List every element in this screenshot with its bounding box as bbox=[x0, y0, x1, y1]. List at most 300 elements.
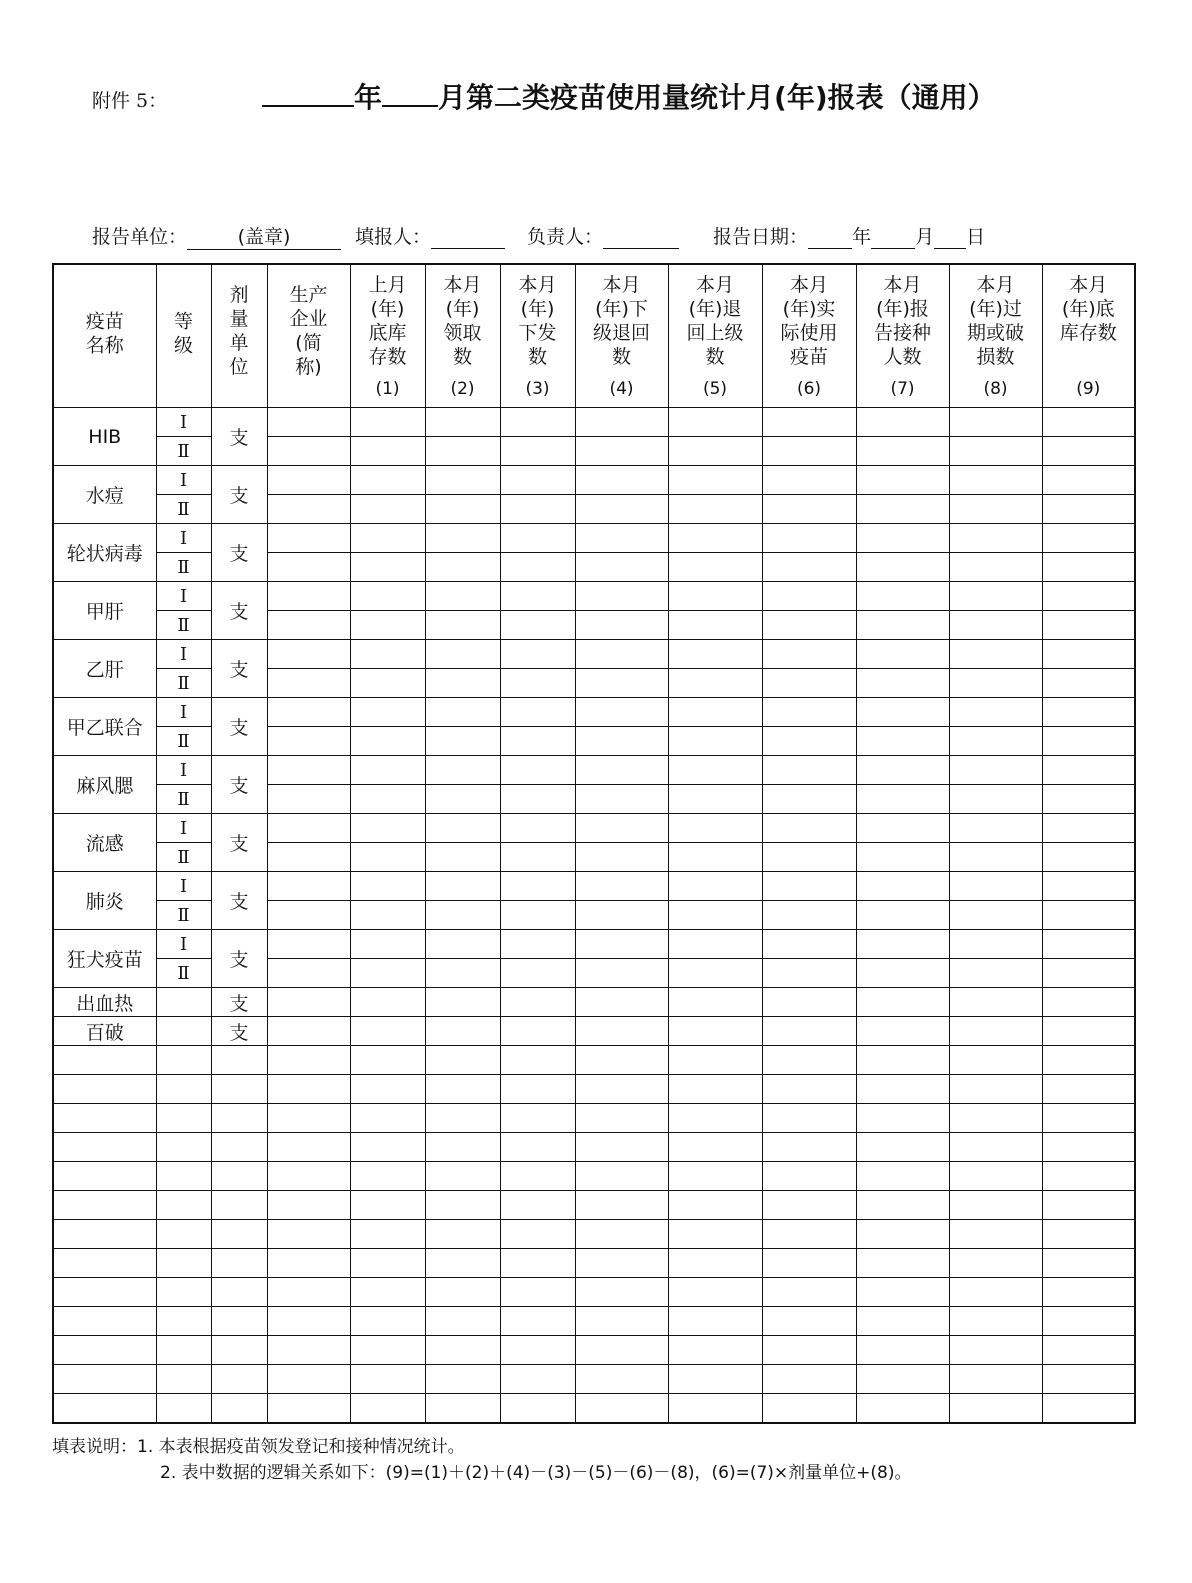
data-cell[interactable] bbox=[762, 582, 856, 611]
data-cell[interactable] bbox=[267, 1075, 350, 1104]
title-month-blank[interactable] bbox=[382, 81, 438, 107]
data-cell[interactable] bbox=[949, 553, 1042, 582]
data-cell[interactable] bbox=[949, 1075, 1042, 1104]
data-cell[interactable] bbox=[856, 1394, 949, 1424]
data-cell[interactable] bbox=[668, 1133, 762, 1162]
data-cell[interactable] bbox=[575, 727, 668, 756]
data-cell[interactable] bbox=[668, 930, 762, 959]
filler-field[interactable] bbox=[431, 226, 505, 249]
data-cell[interactable] bbox=[1042, 930, 1135, 959]
data-cell[interactable] bbox=[762, 901, 856, 930]
data-cell[interactable] bbox=[575, 698, 668, 727]
owner-field[interactable] bbox=[603, 226, 679, 249]
data-cell[interactable] bbox=[668, 582, 762, 611]
data-cell[interactable] bbox=[156, 1336, 211, 1365]
data-cell[interactable] bbox=[856, 1104, 949, 1133]
unit-field[interactable] bbox=[187, 222, 341, 250]
data-cell[interactable] bbox=[156, 1046, 211, 1075]
data-cell[interactable] bbox=[762, 1394, 856, 1424]
data-cell[interactable] bbox=[668, 1104, 762, 1133]
data-cell[interactable] bbox=[425, 553, 500, 582]
data-cell[interactable] bbox=[575, 1162, 668, 1191]
data-cell[interactable] bbox=[267, 582, 350, 611]
data-cell[interactable] bbox=[668, 843, 762, 872]
data-cell[interactable] bbox=[425, 988, 500, 1017]
data-cell[interactable] bbox=[668, 1017, 762, 1046]
data-cell[interactable] bbox=[350, 727, 425, 756]
data-cell[interactable] bbox=[425, 1220, 500, 1249]
data-cell[interactable] bbox=[575, 901, 668, 930]
data-cell[interactable] bbox=[267, 1046, 350, 1075]
data-cell[interactable] bbox=[949, 1220, 1042, 1249]
data-cell[interactable] bbox=[575, 437, 668, 466]
data-cell[interactable] bbox=[1042, 872, 1135, 901]
data-cell[interactable] bbox=[762, 988, 856, 1017]
data-cell[interactable] bbox=[856, 640, 949, 669]
data-cell[interactable] bbox=[425, 901, 500, 930]
data-cell[interactable] bbox=[856, 785, 949, 814]
data-cell[interactable] bbox=[53, 1365, 156, 1394]
data-cell[interactable] bbox=[350, 1017, 425, 1046]
data-cell[interactable] bbox=[350, 872, 425, 901]
data-cell[interactable] bbox=[53, 1162, 156, 1191]
data-cell[interactable] bbox=[211, 1191, 267, 1220]
data-cell[interactable] bbox=[267, 785, 350, 814]
data-cell[interactable] bbox=[575, 1046, 668, 1075]
data-cell[interactable] bbox=[762, 1017, 856, 1046]
data-cell[interactable] bbox=[500, 640, 575, 669]
data-cell[interactable] bbox=[267, 698, 350, 727]
data-cell[interactable] bbox=[762, 1162, 856, 1191]
data-cell[interactable] bbox=[762, 1220, 856, 1249]
data-cell[interactable] bbox=[267, 669, 350, 698]
data-cell[interactable] bbox=[762, 466, 856, 495]
data-cell[interactable] bbox=[762, 524, 856, 553]
data-cell[interactable] bbox=[211, 1278, 267, 1307]
data-cell[interactable] bbox=[267, 640, 350, 669]
data-cell[interactable] bbox=[1042, 785, 1135, 814]
data-cell[interactable] bbox=[350, 1336, 425, 1365]
data-cell[interactable] bbox=[500, 843, 575, 872]
data-cell[interactable] bbox=[575, 669, 668, 698]
data-cell[interactable] bbox=[267, 901, 350, 930]
data-cell[interactable] bbox=[668, 1249, 762, 1278]
data-cell[interactable] bbox=[1042, 1133, 1135, 1162]
data-cell[interactable] bbox=[856, 756, 949, 785]
data-cell[interactable] bbox=[211, 1307, 267, 1336]
data-cell[interactable] bbox=[350, 1365, 425, 1394]
data-cell[interactable] bbox=[949, 698, 1042, 727]
data-cell[interactable] bbox=[575, 611, 668, 640]
data-cell[interactable] bbox=[575, 1104, 668, 1133]
data-cell[interactable] bbox=[425, 640, 500, 669]
data-cell[interactable] bbox=[1042, 814, 1135, 843]
data-cell[interactable] bbox=[156, 1075, 211, 1104]
data-cell[interactable] bbox=[575, 1133, 668, 1162]
data-cell[interactable] bbox=[668, 727, 762, 756]
data-cell[interactable] bbox=[267, 727, 350, 756]
title-year-blank[interactable] bbox=[262, 81, 354, 107]
data-cell[interactable] bbox=[1042, 524, 1135, 553]
data-cell[interactable] bbox=[856, 1220, 949, 1249]
data-cell[interactable] bbox=[425, 669, 500, 698]
data-cell[interactable] bbox=[949, 1394, 1042, 1424]
data-cell[interactable] bbox=[500, 1249, 575, 1278]
data-cell[interactable] bbox=[1042, 1104, 1135, 1133]
data-cell[interactable] bbox=[267, 1104, 350, 1133]
data-cell[interactable] bbox=[500, 1336, 575, 1365]
data-cell[interactable] bbox=[856, 1046, 949, 1075]
data-cell[interactable] bbox=[350, 437, 425, 466]
grade-cell[interactable] bbox=[156, 988, 211, 1017]
data-cell[interactable] bbox=[53, 1249, 156, 1278]
data-cell[interactable] bbox=[1042, 988, 1135, 1017]
data-cell[interactable] bbox=[949, 495, 1042, 524]
data-cell[interactable] bbox=[1042, 437, 1135, 466]
data-cell[interactable] bbox=[762, 1365, 856, 1394]
data-cell[interactable] bbox=[267, 408, 350, 437]
data-cell[interactable] bbox=[425, 1075, 500, 1104]
data-cell[interactable] bbox=[425, 611, 500, 640]
data-cell[interactable] bbox=[762, 553, 856, 582]
data-cell[interactable] bbox=[762, 640, 856, 669]
data-cell[interactable] bbox=[500, 785, 575, 814]
data-cell[interactable] bbox=[350, 843, 425, 872]
date-month-field[interactable] bbox=[871, 226, 915, 249]
data-cell[interactable] bbox=[575, 1307, 668, 1336]
data-cell[interactable] bbox=[267, 756, 350, 785]
data-cell[interactable] bbox=[156, 1220, 211, 1249]
data-cell[interactable] bbox=[53, 1278, 156, 1307]
data-cell[interactable] bbox=[425, 1365, 500, 1394]
data-cell[interactable] bbox=[949, 1191, 1042, 1220]
grade-cell[interactable] bbox=[156, 1017, 211, 1046]
data-cell[interactable] bbox=[668, 1336, 762, 1365]
data-cell[interactable] bbox=[762, 611, 856, 640]
data-cell[interactable] bbox=[668, 553, 762, 582]
data-cell[interactable] bbox=[762, 1104, 856, 1133]
data-cell[interactable] bbox=[500, 959, 575, 988]
data-cell[interactable] bbox=[668, 466, 762, 495]
data-cell[interactable] bbox=[856, 930, 949, 959]
data-cell[interactable] bbox=[856, 1249, 949, 1278]
data-cell[interactable] bbox=[856, 901, 949, 930]
data-cell[interactable] bbox=[575, 466, 668, 495]
data-cell[interactable] bbox=[425, 1336, 500, 1365]
data-cell[interactable] bbox=[762, 1046, 856, 1075]
data-cell[interactable] bbox=[53, 1394, 156, 1424]
data-cell[interactable] bbox=[267, 466, 350, 495]
data-cell[interactable] bbox=[1042, 611, 1135, 640]
data-cell[interactable] bbox=[1042, 1249, 1135, 1278]
data-cell[interactable] bbox=[425, 1278, 500, 1307]
data-cell[interactable] bbox=[668, 1307, 762, 1336]
data-cell[interactable] bbox=[500, 1133, 575, 1162]
data-cell[interactable] bbox=[425, 930, 500, 959]
data-cell[interactable] bbox=[425, 872, 500, 901]
data-cell[interactable] bbox=[425, 582, 500, 611]
data-cell[interactable] bbox=[350, 611, 425, 640]
data-cell[interactable] bbox=[1042, 466, 1135, 495]
data-cell[interactable] bbox=[949, 988, 1042, 1017]
data-cell[interactable] bbox=[668, 814, 762, 843]
data-cell[interactable] bbox=[1042, 1307, 1135, 1336]
data-cell[interactable] bbox=[350, 698, 425, 727]
data-cell[interactable] bbox=[575, 408, 668, 437]
data-cell[interactable] bbox=[575, 1278, 668, 1307]
data-cell[interactable] bbox=[949, 814, 1042, 843]
data-cell[interactable] bbox=[350, 669, 425, 698]
data-cell[interactable] bbox=[856, 959, 949, 988]
data-cell[interactable] bbox=[668, 669, 762, 698]
data-cell[interactable] bbox=[425, 495, 500, 524]
data-cell[interactable] bbox=[500, 1278, 575, 1307]
data-cell[interactable] bbox=[949, 1162, 1042, 1191]
data-cell[interactable] bbox=[856, 437, 949, 466]
data-cell[interactable] bbox=[500, 1307, 575, 1336]
data-cell[interactable] bbox=[500, 988, 575, 1017]
data-cell[interactable] bbox=[949, 930, 1042, 959]
data-cell[interactable] bbox=[856, 1365, 949, 1394]
data-cell[interactable] bbox=[575, 988, 668, 1017]
data-cell[interactable] bbox=[856, 698, 949, 727]
data-cell[interactable] bbox=[500, 1394, 575, 1424]
data-cell[interactable] bbox=[668, 1394, 762, 1424]
data-cell[interactable] bbox=[267, 843, 350, 872]
data-cell[interactable] bbox=[856, 1162, 949, 1191]
data-cell[interactable] bbox=[949, 872, 1042, 901]
data-cell[interactable] bbox=[762, 495, 856, 524]
data-cell[interactable] bbox=[949, 1133, 1042, 1162]
data-cell[interactable] bbox=[425, 1191, 500, 1220]
data-cell[interactable] bbox=[267, 1307, 350, 1336]
data-cell[interactable] bbox=[762, 408, 856, 437]
data-cell[interactable] bbox=[350, 1220, 425, 1249]
data-cell[interactable] bbox=[350, 495, 425, 524]
data-cell[interactable] bbox=[856, 872, 949, 901]
data-cell[interactable] bbox=[856, 1278, 949, 1307]
data-cell[interactable] bbox=[500, 1017, 575, 1046]
data-cell[interactable] bbox=[949, 466, 1042, 495]
data-cell[interactable] bbox=[668, 988, 762, 1017]
data-cell[interactable] bbox=[350, 1133, 425, 1162]
data-cell[interactable] bbox=[267, 1220, 350, 1249]
data-cell[interactable] bbox=[350, 640, 425, 669]
data-cell[interactable] bbox=[856, 466, 949, 495]
data-cell[interactable] bbox=[575, 1394, 668, 1424]
data-cell[interactable] bbox=[350, 901, 425, 930]
data-cell[interactable] bbox=[668, 1075, 762, 1104]
data-cell[interactable] bbox=[211, 1394, 267, 1424]
data-cell[interactable] bbox=[53, 1075, 156, 1104]
data-cell[interactable] bbox=[1042, 727, 1135, 756]
data-cell[interactable] bbox=[1042, 408, 1135, 437]
data-cell[interactable] bbox=[211, 1104, 267, 1133]
data-cell[interactable] bbox=[267, 814, 350, 843]
data-cell[interactable] bbox=[575, 553, 668, 582]
date-year-field[interactable] bbox=[808, 226, 852, 249]
data-cell[interactable] bbox=[500, 466, 575, 495]
data-cell[interactable] bbox=[500, 901, 575, 930]
data-cell[interactable] bbox=[156, 1162, 211, 1191]
data-cell[interactable] bbox=[762, 843, 856, 872]
data-cell[interactable] bbox=[350, 1162, 425, 1191]
data-cell[interactable] bbox=[211, 1336, 267, 1365]
data-cell[interactable] bbox=[856, 727, 949, 756]
data-cell[interactable] bbox=[500, 1365, 575, 1394]
data-cell[interactable] bbox=[211, 1365, 267, 1394]
data-cell[interactable] bbox=[156, 1307, 211, 1336]
data-cell[interactable] bbox=[350, 1249, 425, 1278]
data-cell[interactable] bbox=[267, 1394, 350, 1424]
data-cell[interactable] bbox=[350, 1046, 425, 1075]
data-cell[interactable] bbox=[425, 524, 500, 553]
data-cell[interactable] bbox=[53, 1336, 156, 1365]
data-cell[interactable] bbox=[856, 582, 949, 611]
data-cell[interactable] bbox=[500, 698, 575, 727]
data-cell[interactable] bbox=[156, 1104, 211, 1133]
data-cell[interactable] bbox=[500, 408, 575, 437]
data-cell[interactable] bbox=[949, 1104, 1042, 1133]
data-cell[interactable] bbox=[425, 959, 500, 988]
data-cell[interactable] bbox=[575, 843, 668, 872]
data-cell[interactable] bbox=[211, 1133, 267, 1162]
data-cell[interactable] bbox=[762, 959, 856, 988]
data-cell[interactable] bbox=[350, 1394, 425, 1424]
data-cell[interactable] bbox=[668, 437, 762, 466]
data-cell[interactable] bbox=[949, 437, 1042, 466]
data-cell[interactable] bbox=[350, 408, 425, 437]
data-cell[interactable] bbox=[949, 408, 1042, 437]
data-cell[interactable] bbox=[350, 1307, 425, 1336]
data-cell[interactable] bbox=[762, 785, 856, 814]
data-cell[interactable] bbox=[762, 814, 856, 843]
data-cell[interactable] bbox=[949, 524, 1042, 553]
data-cell[interactable] bbox=[267, 959, 350, 988]
data-cell[interactable] bbox=[1042, 1220, 1135, 1249]
data-cell[interactable] bbox=[500, 1162, 575, 1191]
data-cell[interactable] bbox=[500, 524, 575, 553]
data-cell[interactable] bbox=[425, 1133, 500, 1162]
data-cell[interactable] bbox=[350, 756, 425, 785]
data-cell[interactable] bbox=[949, 901, 1042, 930]
data-cell[interactable] bbox=[211, 1162, 267, 1191]
data-cell[interactable] bbox=[267, 1365, 350, 1394]
data-cell[interactable] bbox=[668, 1220, 762, 1249]
data-cell[interactable] bbox=[1042, 1046, 1135, 1075]
data-cell[interactable] bbox=[425, 408, 500, 437]
data-cell[interactable] bbox=[425, 814, 500, 843]
data-cell[interactable] bbox=[575, 1075, 668, 1104]
data-cell[interactable] bbox=[575, 756, 668, 785]
data-cell[interactable] bbox=[762, 1249, 856, 1278]
data-cell[interactable] bbox=[1042, 698, 1135, 727]
data-cell[interactable] bbox=[668, 1278, 762, 1307]
data-cell[interactable] bbox=[267, 1017, 350, 1046]
data-cell[interactable] bbox=[856, 1133, 949, 1162]
data-cell[interactable] bbox=[668, 785, 762, 814]
data-cell[interactable] bbox=[1042, 640, 1135, 669]
data-cell[interactable] bbox=[53, 1046, 156, 1075]
data-cell[interactable] bbox=[668, 698, 762, 727]
data-cell[interactable] bbox=[856, 843, 949, 872]
data-cell[interactable] bbox=[856, 814, 949, 843]
data-cell[interactable] bbox=[575, 1336, 668, 1365]
data-cell[interactable] bbox=[1042, 1191, 1135, 1220]
data-cell[interactable] bbox=[762, 437, 856, 466]
data-cell[interactable] bbox=[949, 582, 1042, 611]
data-cell[interactable] bbox=[575, 1220, 668, 1249]
data-cell[interactable] bbox=[949, 611, 1042, 640]
data-cell[interactable] bbox=[267, 1133, 350, 1162]
data-cell[interactable] bbox=[668, 901, 762, 930]
data-cell[interactable] bbox=[762, 727, 856, 756]
data-cell[interactable] bbox=[668, 611, 762, 640]
data-cell[interactable] bbox=[762, 1336, 856, 1365]
data-cell[interactable] bbox=[575, 785, 668, 814]
data-cell[interactable] bbox=[211, 1046, 267, 1075]
data-cell[interactable] bbox=[1042, 843, 1135, 872]
data-cell[interactable] bbox=[350, 988, 425, 1017]
data-cell[interactable] bbox=[500, 553, 575, 582]
data-cell[interactable] bbox=[575, 1191, 668, 1220]
data-cell[interactable] bbox=[668, 1162, 762, 1191]
data-cell[interactable] bbox=[856, 408, 949, 437]
data-cell[interactable] bbox=[267, 437, 350, 466]
data-cell[interactable] bbox=[350, 959, 425, 988]
data-cell[interactable] bbox=[668, 1365, 762, 1394]
data-cell[interactable] bbox=[762, 1307, 856, 1336]
data-cell[interactable] bbox=[668, 640, 762, 669]
data-cell[interactable] bbox=[949, 1046, 1042, 1075]
data-cell[interactable] bbox=[500, 437, 575, 466]
data-cell[interactable] bbox=[350, 524, 425, 553]
data-cell[interactable] bbox=[500, 611, 575, 640]
data-cell[interactable] bbox=[156, 1191, 211, 1220]
data-cell[interactable] bbox=[500, 1104, 575, 1133]
data-cell[interactable] bbox=[1042, 1394, 1135, 1424]
data-cell[interactable] bbox=[575, 640, 668, 669]
data-cell[interactable] bbox=[949, 843, 1042, 872]
data-cell[interactable] bbox=[156, 1394, 211, 1424]
data-cell[interactable] bbox=[856, 553, 949, 582]
data-cell[interactable] bbox=[267, 1191, 350, 1220]
data-cell[interactable] bbox=[350, 1191, 425, 1220]
data-cell[interactable] bbox=[350, 785, 425, 814]
data-cell[interactable] bbox=[949, 640, 1042, 669]
data-cell[interactable] bbox=[1042, 582, 1135, 611]
date-day-field[interactable] bbox=[934, 226, 966, 249]
data-cell[interactable] bbox=[425, 1162, 500, 1191]
data-cell[interactable] bbox=[1042, 1336, 1135, 1365]
data-cell[interactable] bbox=[53, 1220, 156, 1249]
data-cell[interactable] bbox=[668, 524, 762, 553]
data-cell[interactable] bbox=[425, 437, 500, 466]
data-cell[interactable] bbox=[1042, 756, 1135, 785]
data-cell[interactable] bbox=[949, 785, 1042, 814]
data-cell[interactable] bbox=[949, 959, 1042, 988]
data-cell[interactable] bbox=[856, 669, 949, 698]
data-cell[interactable] bbox=[762, 1191, 856, 1220]
data-cell[interactable] bbox=[575, 1249, 668, 1278]
data-cell[interactable] bbox=[425, 1046, 500, 1075]
data-cell[interactable] bbox=[425, 698, 500, 727]
data-cell[interactable] bbox=[949, 1278, 1042, 1307]
data-cell[interactable] bbox=[500, 872, 575, 901]
data-cell[interactable] bbox=[425, 1249, 500, 1278]
data-cell[interactable] bbox=[350, 1278, 425, 1307]
data-cell[interactable] bbox=[668, 959, 762, 988]
